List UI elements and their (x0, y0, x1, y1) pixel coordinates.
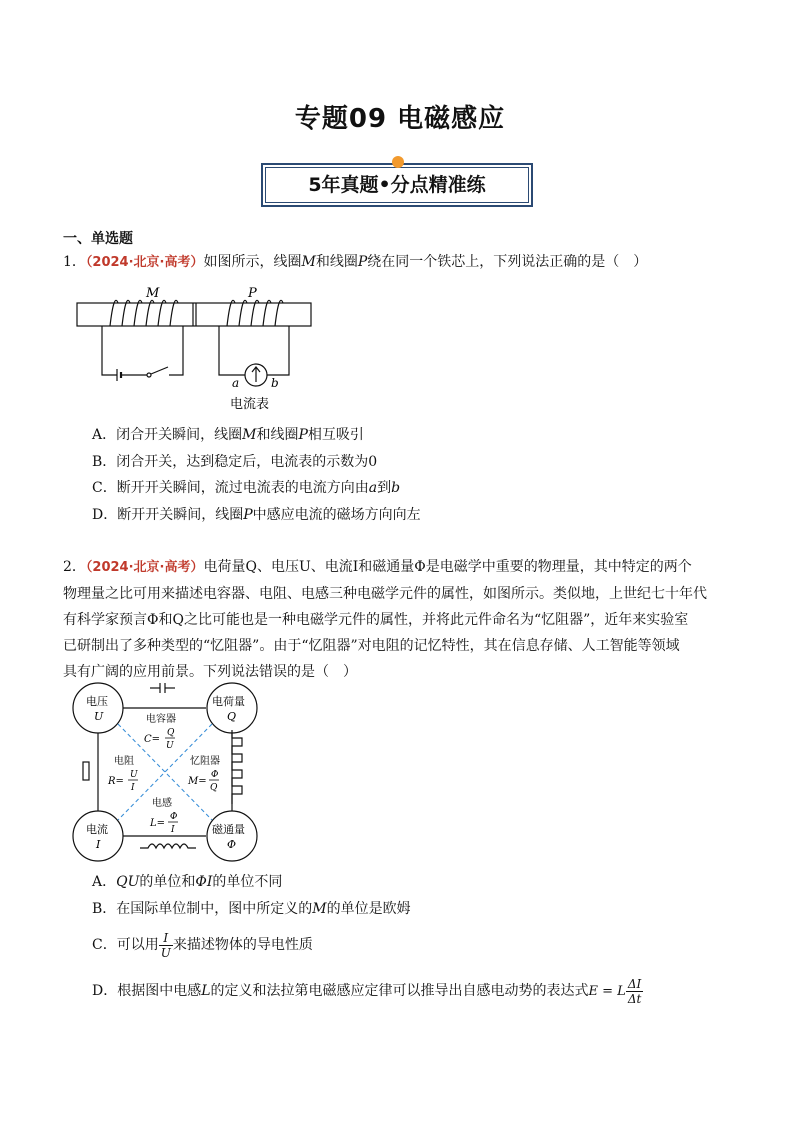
ind-formula-lhs: L= (150, 818, 166, 829)
q2-line-1 (63, 554, 743, 581)
cap-formula-num: Q (167, 728, 175, 738)
coil-m (110, 300, 178, 326)
mem-formula-den: Q (210, 783, 218, 793)
q2-option-a-text-3: 的单位不同 (212, 874, 283, 890)
cap-formula-den: U (166, 741, 174, 751)
label-capacitor: 电容器 (146, 714, 176, 725)
q2-option-c-text-1: C．可以用 (92, 937, 159, 953)
q1-var-p: P (357, 254, 368, 270)
q1-stem (63, 249, 743, 276)
switch-lever (151, 367, 168, 374)
q1-option-a-text-2: 和线圈 (256, 427, 299, 443)
q2-line-1-text: 电荷量Q、电压U、电流I和磁通量Φ是电磁学中重要的物理量，其中特定的两个 (203, 559, 692, 575)
q2-option-d-text-1: D．根据图中电感 (92, 983, 202, 999)
q2-option-c-fraction (159, 931, 173, 960)
q2-option-d-fraction (626, 977, 644, 1006)
q1-option-c-text-1: C．断开开关瞬间，流过电流表的电流方向由 (92, 480, 369, 496)
page-title: 专题09 电磁感应 (294, 104, 506, 134)
q1-stem-text-a: 如图所示，线圈 (203, 254, 302, 270)
label-resistor: 电阻 (114, 756, 134, 767)
section-heading: 一、单选题 (63, 231, 133, 247)
q1-option-a-text-3: 相互吸引 (307, 427, 364, 443)
inductor-icon (140, 844, 196, 848)
node-voltage (73, 683, 123, 733)
q2-line-3: 有科学家预言Φ和Q之比可能也是一种电磁学元件的属性，并将此元件命名为“忆阻器”，近年来实验室 (63, 612, 689, 628)
q2-option-d-den: Δt (627, 991, 642, 1006)
q2-option-a-text-1: A． (92, 874, 117, 890)
label-q: Q (227, 710, 237, 723)
res-formula-lhs: R= (108, 776, 124, 787)
label-i: I (96, 838, 101, 851)
ind-formula-num: Φ (170, 812, 178, 822)
q2-line-2: 物理量之比可用来描述电容器、电阻、电感三种电磁学元件的属性，如图所示。类似地，上世纪七十年代 (63, 586, 707, 602)
res-formula-num: U (130, 770, 138, 780)
q1-fig-label-m: M (146, 286, 160, 301)
q1-fig-label-ammeter: 电流表 (230, 397, 270, 412)
banner-text: 5年真题•分点精准练 (308, 174, 486, 196)
q2-option-c-text-2: 来描述物体的导电性质 (172, 937, 313, 953)
q1-option-c-var-a: a (368, 480, 378, 496)
q1-option-d-var-p: P (243, 507, 253, 523)
q1-fig-label-a: a (232, 376, 240, 390)
label-inductor: 电感 (152, 798, 172, 809)
q1-figure (75, 284, 325, 414)
q2-option-c-den: U (160, 945, 171, 960)
q1-option-d[interactable] (92, 505, 421, 525)
q2-stem (63, 554, 743, 685)
q1-fig-label-p: P (248, 286, 257, 301)
banner (261, 163, 537, 211)
q1-option-a[interactable] (92, 425, 364, 445)
label-u: U (94, 710, 104, 723)
q2-line-5: 具有广阔的应用前景。下列说法错误的是（ ） (63, 664, 357, 680)
q2-source: （2024·北京·高考） (85, 560, 204, 575)
q2-option-c[interactable] (92, 930, 313, 960)
resistor-icon (83, 762, 89, 780)
q1-var-m: M (301, 254, 316, 270)
q1-option-a-var-m: M (242, 427, 257, 443)
q1-option-c[interactable] (92, 478, 400, 498)
q1-option-b[interactable]: B．闭合开关，达到稳定后，电流表的示数为0 (92, 454, 378, 470)
q2-option-c-num: I (159, 931, 173, 946)
q2-option-a-var-qu: QU (116, 874, 140, 890)
node-flux (207, 811, 257, 861)
q2-option-b[interactable] (92, 899, 411, 919)
memristor-icon (232, 730, 242, 804)
q1-fig-label-b: b (271, 376, 279, 390)
label-phi: Φ (227, 838, 237, 851)
q1-option-d-text-1: D．断开开关瞬间，线圈 (92, 507, 244, 523)
q1-option-c-var-b: b (391, 480, 401, 496)
q2-option-a-var-phii: ΦI (195, 874, 213, 890)
q2-line-4: 已研制出了多种类型的“忆阻器”。由于“忆阻器”对电阻的记忆特性，其在信息存储、人工智能等领域 (63, 638, 680, 654)
q2-option-d-var-l: L (201, 983, 211, 999)
q1-option-a-var-p: P (298, 427, 308, 443)
res-formula-den: I (131, 783, 135, 793)
mem-formula-lhs: M= (188, 776, 207, 787)
q2-option-d-num: ΔI (626, 977, 644, 992)
capacitor-icon (150, 683, 175, 693)
q2-option-d-eq: E = L (588, 984, 626, 999)
ind-formula-den: I (171, 825, 175, 835)
q1-number: 1． (63, 254, 86, 270)
coil-p (227, 300, 283, 326)
q2-option-d-text-2: 的定义和法拉第电磁感应定律可以推导出自感电动势的表达式 (210, 983, 589, 999)
label-flux: 磁通量 (212, 823, 245, 836)
q2-option-b-var-m: M (312, 901, 327, 917)
label-voltage: 电压 (86, 695, 108, 708)
q2-option-b-text-2: 的单位是欧姆 (326, 901, 411, 917)
q1-option-c-text-2: 到 (377, 480, 392, 496)
label-memristor: 忆阻器 (190, 756, 220, 767)
q1-source: （2024·北京·高考） (85, 255, 204, 270)
q1-option-d-text-2: 中感应电流的磁场方向向左 (252, 507, 421, 523)
label-charge: 电荷量 (212, 695, 245, 708)
q2-option-a-text-2: 的单位和 (139, 874, 196, 890)
label-current: 电流 (86, 823, 108, 836)
q1-stem-text-c: 绕在同一个铁芯上，下列说法正确的是（ ） (367, 254, 648, 270)
q1-stem-text-b: 和线圈 (315, 254, 358, 270)
node-charge (207, 683, 257, 733)
q2-figure (70, 680, 280, 862)
mem-formula-num: Φ (211, 770, 219, 780)
q1-option-a-text-1: A．闭合开关瞬间，线圈 (92, 427, 243, 443)
q2-option-a[interactable] (92, 872, 282, 892)
cap-formula-lhs: C= (144, 734, 161, 745)
q2-option-b-text-1: B．在国际单位制中，图中所定义的 (92, 901, 313, 917)
q2-option-d[interactable] (92, 976, 643, 1007)
q2-number: 2． (63, 559, 86, 575)
node-current (73, 811, 123, 861)
